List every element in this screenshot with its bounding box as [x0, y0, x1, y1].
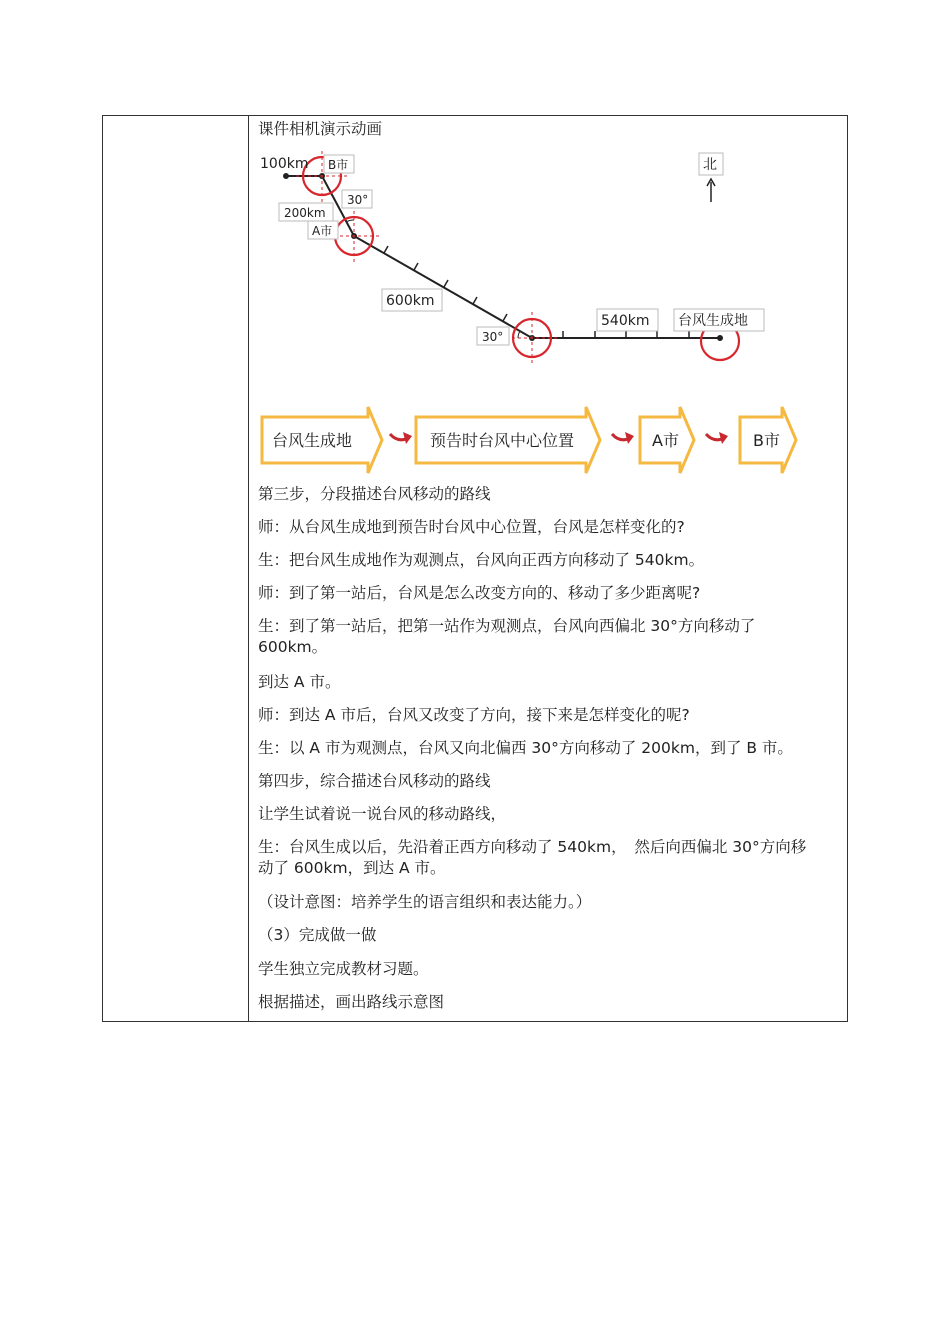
lesson-table [102, 115, 848, 1022]
paragraph-student-a3: 生：以 A 市为观测点，台风又向北偏西 30°方向移动了 200km，到了 B 市。 [258, 739, 793, 757]
svg-text:100km: 100km [260, 156, 309, 172]
flow-step-3 [640, 407, 694, 473]
paragraph-step4: 第四步，综合描述台风移动的路线 [258, 772, 491, 790]
label-origin [674, 309, 764, 331]
route-line-600 [354, 236, 532, 338]
north-arrow-icon [707, 179, 715, 202]
svg-text:A市: A市 [312, 224, 333, 238]
svg-text:预告时台风中心位置: 预告时台风中心位置 [430, 431, 575, 450]
paragraph-design-intent: （设计意图：培养学生的语言组织和表达能力。） [258, 893, 592, 911]
label-angle-top [342, 190, 372, 208]
flow-step-2 [416, 407, 600, 473]
svg-text:台风生成地: 台风生成地 [678, 313, 748, 329]
angle-arc-top [346, 220, 354, 222]
svg-text:A市: A市 [652, 431, 679, 450]
paragraph-student-a1: 生：把台风生成地作为观测点，台风向正西方向移动了 540km。 [258, 551, 705, 569]
flow-connector-3-icon [706, 432, 728, 444]
point-start [283, 173, 289, 179]
label-200km [279, 203, 333, 221]
heading: 课件相机演示动画 [258, 120, 383, 138]
paragraph-exercise: （3）完成做一做 [258, 926, 377, 944]
flow-step-4 [740, 407, 796, 473]
paragraph-student-a2: 生：到了第一站后，把第一站作为观测点，台风向西偏北 30°方向移动了 [258, 617, 756, 635]
flow-connector-1-icon [390, 432, 412, 444]
svg-text:600km: 600km [386, 293, 435, 309]
typhoon-route-diagram [250, 116, 848, 476]
label-540km [597, 309, 658, 331]
label-a-city [308, 221, 338, 239]
label-100km [260, 156, 308, 172]
svg-text:北: 北 [703, 157, 717, 173]
paragraph-try-say: 让学生试着说一说台风的移动路线， [258, 805, 507, 823]
svg-text:B市: B市 [753, 431, 780, 450]
flow-step-1 [262, 407, 382, 473]
paragraph-student-summary-cont: 动了 600km，到达 A 市。 [258, 859, 446, 877]
svg-text:540km: 540km [601, 313, 650, 329]
paragraph-independent: 学生独立完成教材习题。 [258, 960, 429, 978]
paragraph-arrive-a: 到达 A 市。 [258, 673, 341, 691]
label-600km [382, 289, 442, 311]
right-column [250, 116, 847, 1021]
paragraph-teacher-q1: 师：从台风生成地到预告时台风中心位置，台风是怎样变化的? [258, 518, 685, 536]
flow-connector-2-icon [612, 432, 634, 444]
paragraph-teacher-q3: 师：到达 A 市后，台风又改变了方向，接下来是怎样变化的呢? [258, 706, 690, 724]
svg-text:30°: 30° [347, 193, 369, 207]
paragraph-teacher-q2: 师：到了第一站后，台风是怎么改变方向的、移动了多少距离呢? [258, 584, 701, 602]
svg-text:30°: 30° [482, 330, 504, 344]
label-angle-bottom [477, 327, 509, 345]
label-b-city [324, 155, 354, 173]
paragraph-draw: 根据描述，画出路线示意图 [258, 993, 445, 1011]
svg-text:B市: B市 [328, 158, 349, 172]
left-column [103, 116, 249, 1021]
paragraph-step3: 第三步，分段描述台风移动的路线 [258, 485, 491, 503]
paragraph-student-a2-cont: 600km。 [258, 638, 328, 656]
angle-arc-bottom [518, 331, 520, 338]
paragraph-student-summary: 生：台风生成以后，先沿着正西方向移动了 540km， 然后向西偏北 30°方向移 [258, 838, 807, 856]
label-north [699, 153, 723, 175]
svg-text:台风生成地: 台风生成地 [272, 431, 353, 450]
marker-turn [506, 312, 558, 366]
svg-text:200km: 200km [284, 206, 326, 220]
point-origin [717, 335, 723, 341]
ticks-540 [563, 331, 689, 338]
